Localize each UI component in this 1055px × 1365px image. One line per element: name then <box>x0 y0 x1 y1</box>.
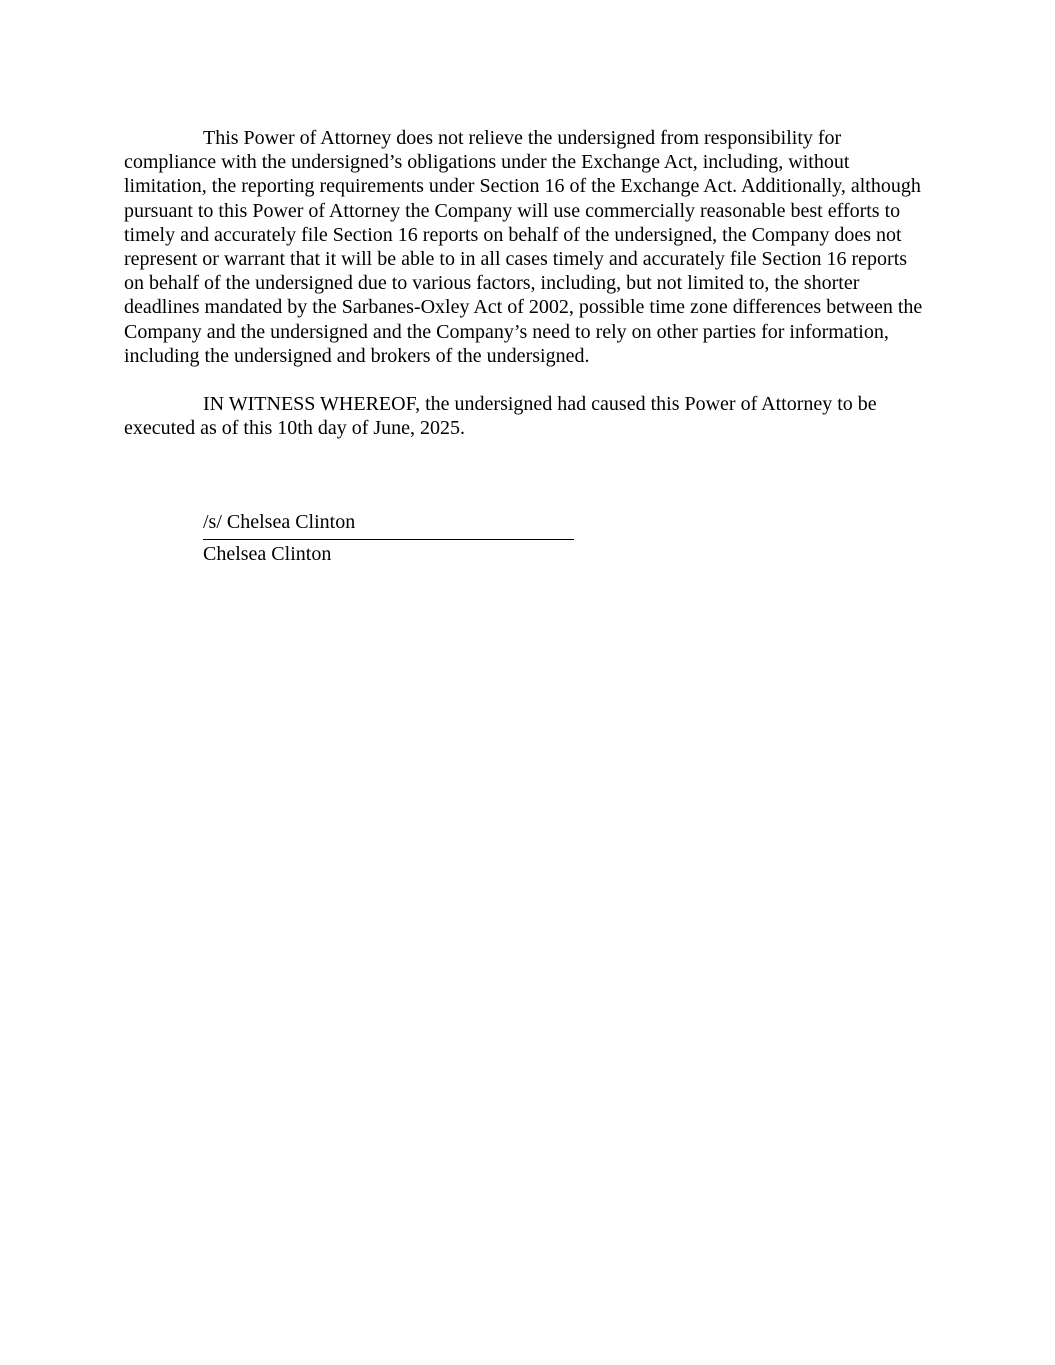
paragraph-obligations: This Power of Attorney does not relieve the undersigned from responsibility for compliance with the undersigned’s obligations under the Exchange Act, including, without limitation, the reporting requirements under Section 16 of the Exchange Act. Additionally, although pursuant to this Power of Attorney the Company will use commercially reasonable best efforts to timely and accurately file Section 16 reports on behalf of the undersigned, the Company does not represent or warrant that it will be able to in all cases timely and accurately file Section 16 reports on behalf of the undersigned due to various factors, including, but not limited to, the shorter deadlines mandated by the Sarbanes-Oxley Act of 2002, possible time zone differences between the Company and the undersigned and the Company’s need to rely on other parties for information, including the undersigned and brokers of the undersigned. <box>124 127 923 367</box>
document-content <box>124 126 931 566</box>
signature-block <box>203 510 574 565</box>
printed-name: Chelsea Clinton <box>203 542 332 565</box>
paragraph-witness-clause: IN WITNESS WHEREOF, the undersigned had caused this Power of Attorney to be executed as of this 10th day of June, 2025. <box>124 393 877 440</box>
conformed-signature: /s/ Chelsea Clinton <box>203 510 574 539</box>
